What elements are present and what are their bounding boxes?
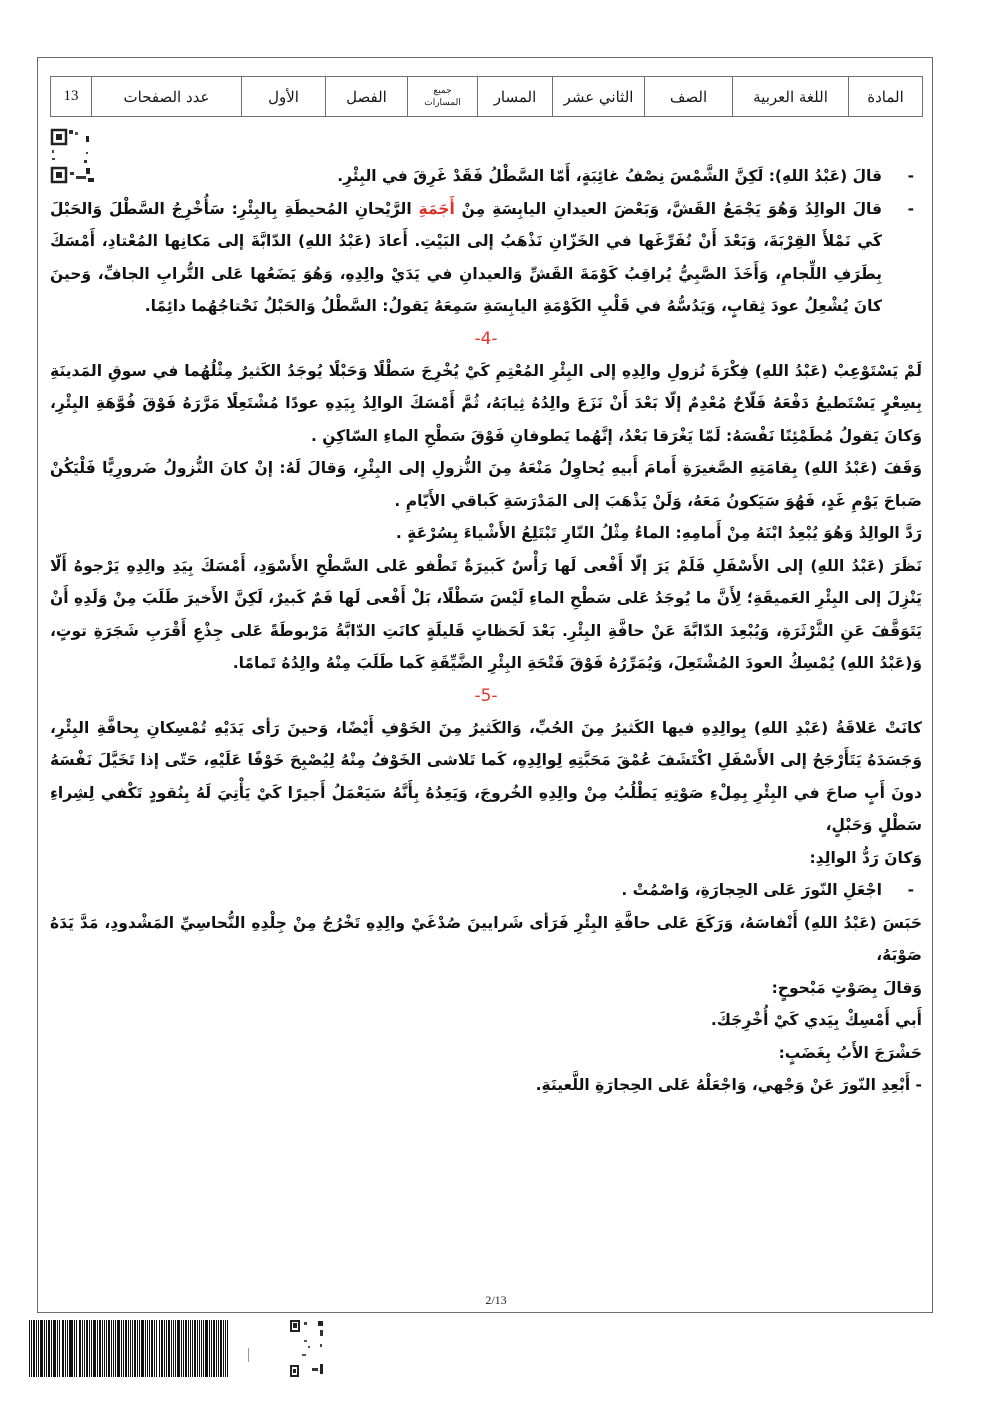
story-text xyxy=(50,160,922,1102)
paragraph-11: وَقالَ بِصَوْتٍ مَبْحوحٍ: xyxy=(771,978,922,997)
page-count-label: عدد الصفحات xyxy=(92,77,242,117)
bullet-dash: - xyxy=(907,167,914,185)
exam-info-row xyxy=(51,77,923,117)
semester-label: الفصل xyxy=(326,77,408,117)
exam-info-table xyxy=(50,76,923,117)
paragraph-10: حَبَسَ (عَبْدُ اللهِ) أَنْفاسَهُ، وَرَكَعَ عَلى حافَّةِ البِئْرِ فَرَأى شَرايينَ صُدْغَيْ والِدِهِ تَخْرُجُ مِنْ جِلْدِهِ النُّحاسِيِّ المَشْدودِ، مَدَّ يَدَهُ صَوْبَهُ، xyxy=(50,913,922,964)
paragraph-4: وَقَفَ (عَبْدُ اللهِ) بِقامَتِهِ الصَّغيرَةِ أَمامَ أَبيهِ يُحاوِلُ مَنْعَهُ مِنَ النُّزولِ إلى البِئْرِ، وَقالَ لَهُ: إنْ كانَ النُّزولُ ضَرورِيًّا فَلْيَكُنْ صَباحَ يَوْمِ غَدٍ، فَهُوَ سَيَكونُ مَعَهُ، وَلَنْ يَذْهَبَ إلى المَدْرَسَةِ كَباقي الأَيّامِ . xyxy=(50,459,922,510)
paragraph-7: كانَتْ عَلاقَةُ (عَبْدِ اللهِ) بِوالِدِهِ فيها الكَثيرُ مِنَ الحُبِّ، وَالكَثيرُ مِنَ الخَوْفِ أَيْضًا، وَحينَ رَأى يَدَيْهِ تُمْسِكانِ بِحافَّةِ البِئْرِ، وَجَسَدَهُ يَتَأَرْجَحُ إلى الأَسْفَلِ اكْتَشَفَ عُمْقَ مَحَبَّتِهِ لِوالِدِهِ، كَما تَلاشى الخَوْفُ مِنْهُ لِيُصْبِحَ خَوْفًا عَلَيْهِ، حَتّى إذا تَخَيَّلَ نَفْسَهُ دونَ أَبٍ صاحَ في البِئْرِ بِمِلْءِ صَوْتِهِ يَطْلُبُ مِنْ والِدِهِ الخُروجَ، وَيَعِدُهُ بِأَنَّهُ سَيَعْمَلُ أَجيرًا كَيْ يَأْتِيَ لَهُ بِنُقودٍ تَكْفي لِشِراءِ سَطْلٍ وَحَبْلٍ، xyxy=(50,718,922,834)
section-number-4: -4- xyxy=(474,328,498,349)
section-number-5: -5- xyxy=(474,685,498,706)
paragraph-2: - قالَ الوالِدُ وَهُوَ يَجْمَعُ القَشَّ، وَبَعْضَ العيدانِ اليابِسَةِ مِنْ أَجَمَةِ الرَّيْحانِ المُحيطَةِ بِالبِئْرِ: سَأُخْرِجُ السَّطْلَ وَالحَبْلَ كَي نَمْلأَ القِرْبَةَ، وَبَعْدَ أَنْ نُفَرِّغَها في الخَزّانِ نَذْهَبُ إلى البَيْتِ. أَعادَ (عَبْدُ اللهِ) الدّابَّةَ إلى مَكانِها المُعْتادِ، أَمْسَكَ بِطَرَفِ اللِّجامِ، وَأَخَذَ الصَّبِيُّ يُراقِبُ كَوْمَةَ القَشِّ وَالعيدانِ في يَدَيْ والِدِهِ، وَهُوَ يَضَعُها عَلى التُّرابِ الجافِّ، وَحينَ كانَ يُشْعِلُ عودَ ثِقابٍ، وَيَدُسُّهُ في قَلْبِ الكَوْمَةِ اليابِسَةِ سَمِعَهُ يَقولُ: السَّطْلُ وَالحَبْلُ نَحْتاجُهُما دائِمًا. xyxy=(50,193,922,323)
semester-value: الأول xyxy=(242,77,326,117)
paragraph-14: - أَبْعِدِ النّورَ عَنْ وَجْهي، وَاجْعَلْهُ عَلى الحِجارَةِ اللَّعينَةِ. xyxy=(535,1076,922,1094)
paragraph-8: وَكانَ رَدُّ الوالِدِ: xyxy=(809,848,922,867)
qr-code-icon xyxy=(290,1320,324,1378)
barcode-icon xyxy=(29,1320,229,1377)
track-label: المسار xyxy=(478,77,553,117)
subject-value: اللغة العربية xyxy=(733,77,849,117)
page-count-value: 13 xyxy=(51,77,92,117)
paragraph-6: نَظَرَ (عَبْدُ اللهِ) إلى الأَسْفَلِ فَلَمْ يَرَ إلّا أَفْعى لَها رَأْسٌ كَبيرَةٌ تَطْفو عَلى السَّطْحِ الأَسْوَدِ، أَمْسَكَ بِيَدِ والِدِهِ يَرْجوهُ أَلّا يَنْزِلَ إلى البِئْرِ العَميقَةِ؛ لِأَنَّ ما يُوجَدُ عَلى سَطْحِ الماءِ لَيْسَ سَطْلًا، بَلْ أَفْعى لَها فَمٌ كَبيرٌ، لَكِنَّ الأَخيرَ طَلَبَ مِنْ وَلَدِهِ أَنْ يَتَوَقَّفَ عَنِ الثَّرْثَرَةِ، وَيُبْعِدَ الدّابَّةَ عَنْ حافَّةِ البِئْرِ. بَعْدَ لَحَظاتٍ قَليلَةٍ كانَتِ الدّابَّةُ مَرْبوطَةً عَلى جِذْعِ أَقْرَبِ شَجَرَةِ توتٍ، وَ(عَبْدُ اللهِ) يُمْسِكُ العودَ المُشْتَعِلَ، وَيُمَرِّرُهُ فَوْقَ فَتْحَةِ البِئْرِ الضَّيِّقَةِ كَما طَلَبَ مِنْهُ والِدُهُ تَمامًا. xyxy=(50,556,922,672)
page-indicator: 2/13 xyxy=(485,1293,507,1307)
paragraph-12: أَبي أَمْسِكْ بِيَدي كَيْ أُخْرِجَكَ. xyxy=(710,1011,922,1029)
scan-mark xyxy=(248,1348,249,1362)
track-value-line2: المسارات xyxy=(424,97,461,108)
bullet-dash: - xyxy=(907,881,914,899)
paragraph-9: - اجْعَلِ النّورَ عَلى الحِجارَةِ، وَاصْمُتْ . xyxy=(50,874,922,907)
paragraph-1: - قالَ (عَبْدُ اللهِ): لَكِنَّ الشَّمْسَ نِصْفُ غائِبَةٍ، أَمّا السَّطْلُ فَقَدْ غَرِقَ في البِئْرِ. xyxy=(50,160,922,193)
subject-label: المادة xyxy=(849,77,923,117)
paragraph-13: حَشْرَجَ الأَبُ بِغَضَبٍ: xyxy=(778,1043,922,1062)
paragraph-3: لَمْ يَسْتَوْعِبْ (عَبْدُ اللهِ) فِكْرَةَ نُزولِ والِدِهِ إلى البِئْرِ المُعْتِمِ كَيْ يُخْرِجَ سَطْلًا وَحَبْلًا يُوجَدُ الكَثيرُ مِثْلُهُما في سوقِ المَدينَةِ بِسِعْرٍ يَسْتَطيعُ دَفْعَهُ فَلّاحٌ مُعْدِمٌ إلّا بَعْدَ أَنْ نَزَعَ والِدُهُ ثِيابَهُ، ثُمَّ أَمْسَكَ الوالِدُ بِيَدِهِ عودًا مُشْتَعِلًا مَرَّرَهُ فَوْقَ فُوَّهَةِ البِئْرِ، وَكانَ يَقولُ مُطَمْئِنًا نَفْسَهُ: لَمّا يَغْرَقا بَعْدُ، إنَّهُما يَطوفانِ فَوْقَ سَطْحِ الماءِ السّاكِنِ . xyxy=(50,361,922,445)
grade-label: الصف xyxy=(645,77,733,117)
grade-value: الثاني عشر xyxy=(553,77,645,117)
track-value xyxy=(408,77,478,117)
highlighted-word: أَجَمَةِ xyxy=(418,199,455,218)
track-value-line1: جميع xyxy=(433,85,452,96)
paragraph-5: رَدَّ الوالِدُ وَهُوَ يُبْعِدُ ابْنَهُ مِنْ أَمامِهِ: الماءُ مِثْلُ النّارِ تَبْتَلِعُ الأَشْياءَ بِسُرْعَةٍ . xyxy=(395,524,922,542)
bullet-dash: - xyxy=(907,199,914,218)
